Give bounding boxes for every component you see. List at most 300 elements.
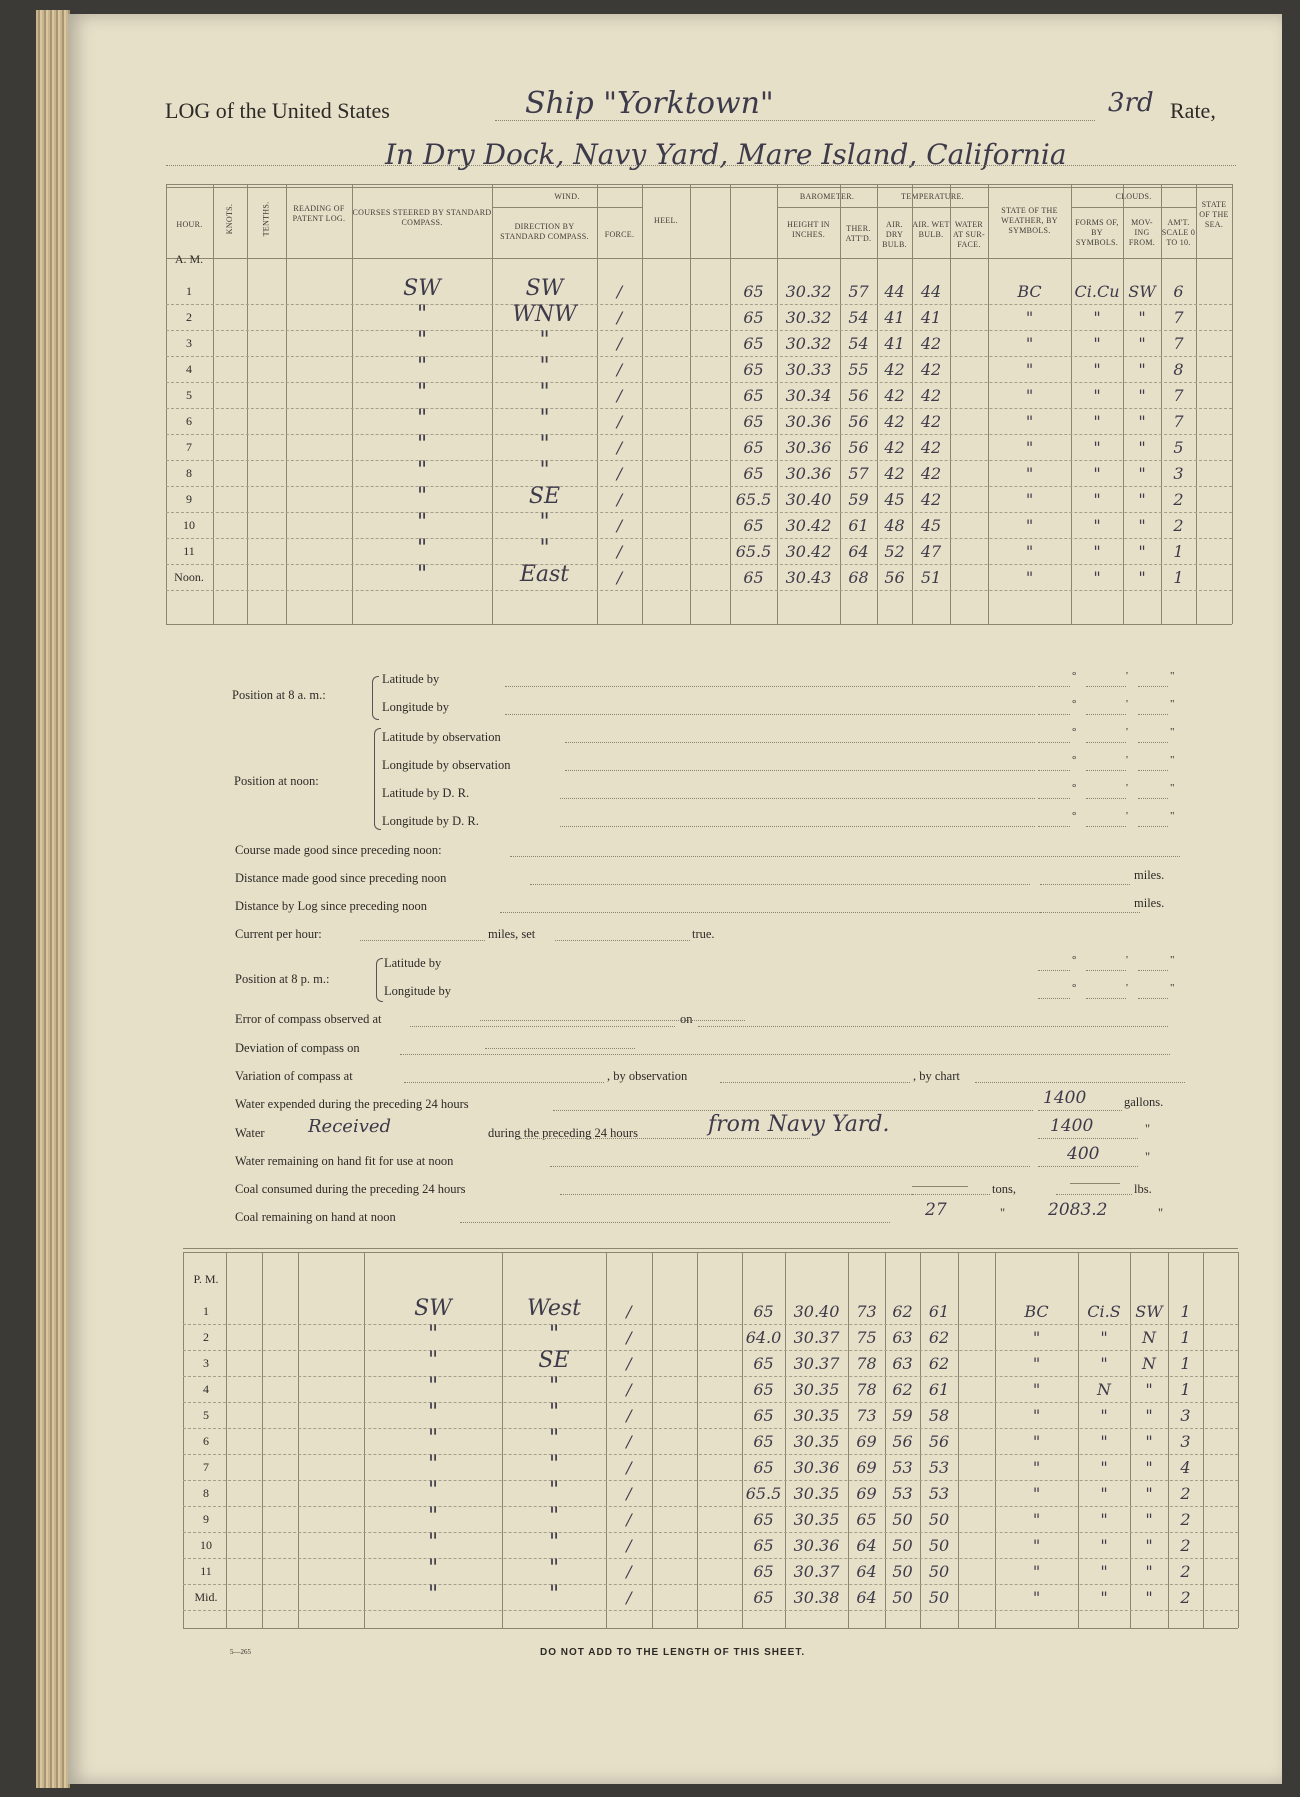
cell-forms: " <box>1093 568 1101 587</box>
value-line <box>1038 1110 1122 1111</box>
cell-dry: 63 <box>892 1328 913 1347</box>
col-air-wet: AIR. WET BULB. <box>912 220 950 239</box>
cell-baro: 30.36 <box>785 464 832 483</box>
sec-mark: " <box>1170 754 1175 766</box>
cell-wet: 42 <box>920 490 942 509</box>
period-label: A. M. <box>174 252 204 266</box>
cell-wet: 50 <box>928 1536 950 1555</box>
log-title: LOG of the United States <box>165 98 390 123</box>
row-rule <box>166 512 1232 513</box>
water-remaining-value: 400 <box>1067 1144 1100 1164</box>
cell-wind: " <box>548 1374 560 1399</box>
col-knots: KNOTS. <box>225 203 234 235</box>
rate-value: 3rd <box>1108 88 1154 118</box>
cell-amount: 2 <box>1180 1588 1191 1607</box>
cell-ther: 65 <box>856 1510 877 1529</box>
cell-wind: " <box>548 1582 560 1607</box>
hour-label: Noon. <box>174 570 204 584</box>
hour-label: 5 <box>186 388 192 402</box>
cell-weather: " <box>1025 308 1034 327</box>
sec-line <box>1138 770 1168 771</box>
cell-weather: " <box>1025 334 1034 353</box>
cell-dry: 52 <box>884 542 905 561</box>
cell-baro: 30.35 <box>793 1510 840 1529</box>
cell-col: 65 <box>753 1536 774 1555</box>
miles-unit-2: miles. <box>1134 896 1165 910</box>
hour-label: 1 <box>186 284 192 298</box>
cell-ther: 56 <box>848 386 869 405</box>
cell-moving: " <box>1145 1380 1153 1399</box>
gallons-unit: gallons. <box>1124 1095 1164 1109</box>
cell-course: " <box>427 1452 439 1477</box>
cell-force: / <box>626 1406 632 1425</box>
hour-label: 11 <box>183 544 195 558</box>
fill-line <box>400 1054 1170 1055</box>
cell-amount: 2 <box>1180 1536 1191 1555</box>
fill-line <box>520 1138 810 1139</box>
deg-mark: ° <box>1072 782 1077 794</box>
cell-col: 65 <box>743 464 764 483</box>
header-rule-top-2 <box>166 187 1232 188</box>
tons-unit: tons, <box>992 1182 1016 1196</box>
position-8am-label: Position at 8 a. m.: <box>232 688 326 702</box>
error-compass-on: on <box>680 1012 693 1026</box>
cell-forms: " <box>1100 1484 1108 1503</box>
hour-label: 4 <box>203 1382 209 1396</box>
error-compass-label: Error of compass observed at <box>235 1012 382 1026</box>
cell-ther: 54 <box>848 308 869 327</box>
cell-amount: 2 <box>1180 1510 1191 1529</box>
cell-wet: 41 <box>920 308 942 327</box>
water-received-word: Received <box>308 1116 392 1137</box>
cell-wind: " <box>548 1426 560 1451</box>
cell-forms: " <box>1093 308 1101 327</box>
cell-course: " <box>427 1322 439 1347</box>
cell-moving: " <box>1145 1588 1153 1607</box>
cell-forms: " <box>1093 516 1101 535</box>
true-label: true. <box>692 927 715 941</box>
cell-col: 65 <box>753 1562 774 1581</box>
cell-moving: " <box>1138 360 1146 379</box>
water-remaining-label: Water remaining on hand fit for use at noon <box>235 1154 454 1168</box>
col-temperature-group: TEMPERATURE. <box>901 192 964 201</box>
deg-line <box>1038 798 1070 799</box>
cell-weather: BC <box>1017 282 1042 301</box>
lbs-unit: lbs. <box>1134 1182 1152 1196</box>
cell-wind: East <box>519 562 570 587</box>
cell-amount: 3 <box>1180 1432 1191 1451</box>
col-hour: HOUR. <box>176 220 203 229</box>
row-rule <box>183 1454 1238 1455</box>
fill-line <box>720 1082 910 1083</box>
cell-dry: 44 <box>884 282 905 301</box>
variation-label: Variation of compass at <box>235 1069 353 1083</box>
cell-forms: " <box>1093 438 1101 457</box>
cell-dry: 42 <box>884 360 905 379</box>
cell-baro: 30.42 <box>785 516 832 535</box>
fill-line <box>565 770 1035 771</box>
pm-rule-top <box>183 1248 1238 1249</box>
min-line <box>1086 714 1126 715</box>
grid-col-line <box>1238 1252 1239 1628</box>
cell-ther: 64 <box>848 542 869 561</box>
cell-amount: 2 <box>1173 516 1184 535</box>
cell-wet: 42 <box>920 438 942 457</box>
cell-course: " <box>416 302 428 327</box>
fill-line <box>505 714 1035 715</box>
col-water-surface: WATER AT SUR- FACE. <box>953 220 985 249</box>
water-label: Water <box>235 1126 265 1140</box>
lon-by-8pm: Longitude by <box>384 984 452 998</box>
water-expended-value: 1400 <box>1043 1088 1087 1108</box>
water-received-value: 1400 <box>1050 1116 1094 1136</box>
grid-col-line <box>262 1252 263 1628</box>
cell-forms: " <box>1093 542 1101 561</box>
cell-course: " <box>416 562 428 587</box>
cell-forms: " <box>1100 1328 1108 1347</box>
cell-baro: 30.38 <box>793 1588 840 1607</box>
cell-ther: 64 <box>856 1562 877 1581</box>
row-rule <box>183 1480 1238 1481</box>
cell-col: 65.5 <box>735 490 772 509</box>
cell-baro: 30.36 <box>793 1458 840 1477</box>
cell-course: " <box>427 1374 439 1399</box>
cell-moving: " <box>1145 1484 1153 1503</box>
min-mark: ' <box>1126 954 1128 966</box>
cell-amount: 1 <box>1180 1302 1191 1321</box>
cell-dry: 56 <box>892 1432 913 1451</box>
row-rule <box>183 1402 1238 1403</box>
cell-weather: " <box>1025 386 1034 405</box>
position-8pm-label: Position at 8 p. m.: <box>235 972 330 986</box>
row-rule <box>166 356 1232 357</box>
cell-col: 65 <box>743 334 764 353</box>
cell-wind: " <box>539 536 550 561</box>
value-line <box>912 1194 990 1195</box>
cell-forms: " <box>1100 1510 1108 1529</box>
grid-col-line <box>298 1252 299 1628</box>
cell-ther: 78 <box>856 1380 877 1399</box>
coal-remaining-label: Coal remaining on hand at noon <box>235 1210 396 1224</box>
cell-dry: 41 <box>884 334 905 353</box>
cell-wet: 42 <box>920 360 942 379</box>
cell-weather: " <box>1025 542 1034 561</box>
cell-moving: " <box>1138 334 1146 353</box>
value-line <box>1038 1166 1138 1167</box>
row-rule <box>183 1584 1238 1585</box>
cell-baro: 30.35 <box>793 1406 840 1425</box>
grid-col-line <box>286 184 287 624</box>
cell-forms: " <box>1100 1406 1108 1425</box>
cell-forms: " <box>1093 360 1101 379</box>
position-noon-label: Position at noon: <box>234 774 319 788</box>
col-clouds-group: CLOUDS. <box>1115 192 1152 201</box>
deg-line <box>1038 826 1070 827</box>
cell-moving: SW <box>1128 282 1156 301</box>
cell-forms: N <box>1097 1380 1111 1399</box>
cell-weather: " <box>1032 1354 1041 1373</box>
cell-force: / <box>626 1380 632 1399</box>
cell-forms: " <box>1093 464 1101 483</box>
cell-wet: 42 <box>920 386 942 405</box>
water-expended-label: Water expended during the preceding 24 hours <box>235 1097 469 1111</box>
cell-ther: 75 <box>856 1328 877 1347</box>
cell-forms: " <box>1093 334 1101 353</box>
cell-baro: 30.32 <box>785 282 832 301</box>
cell-dry: 50 <box>892 1510 913 1529</box>
cell-moving: " <box>1145 1510 1153 1529</box>
hour-label: 8 <box>186 466 192 480</box>
water-from-note: from Navy Yard. <box>708 1112 890 1137</box>
row-rule <box>166 590 1232 591</box>
cell-col: 65 <box>743 282 764 301</box>
cell-baro: 30.36 <box>793 1536 840 1555</box>
min-mark: ' <box>1126 782 1128 794</box>
coal-lbs-value: 2083.2 <box>1048 1200 1108 1220</box>
min-mark: ' <box>1126 754 1128 766</box>
lat-by-8am: Latitude by <box>382 672 440 686</box>
cell-course: " <box>427 1582 439 1607</box>
cell-force: / <box>626 1484 632 1503</box>
row-rule <box>166 382 1232 383</box>
cell-wind: " <box>539 432 550 457</box>
cell-col: 65 <box>743 412 764 431</box>
cell-dry: 53 <box>892 1484 913 1503</box>
col-courses: COURSES STEERED BY STANDARD COMPASS. <box>352 208 492 227</box>
cell-wind: WNW <box>512 302 577 327</box>
hour-label: 5 <box>203 1408 209 1422</box>
deg-line <box>1038 770 1070 771</box>
cell-weather: BC <box>1024 1302 1049 1321</box>
cell-wind: " <box>539 406 550 431</box>
distance-log-label: Distance by Log since preceding noon <box>235 899 427 913</box>
cell-force: / <box>616 282 623 301</box>
cell-wet: 50 <box>928 1562 950 1581</box>
cell-amount: 1 <box>1180 1354 1191 1373</box>
cell-forms: " <box>1100 1432 1108 1451</box>
variation-by-chart: , by chart <box>913 1069 960 1083</box>
sec-mark: " <box>1170 726 1175 738</box>
cell-weather: " <box>1032 1458 1041 1477</box>
cell-dry: 48 <box>884 516 905 535</box>
fill-line <box>510 856 1180 857</box>
cell-col: 65 <box>753 1432 774 1451</box>
deg-line <box>1038 686 1070 687</box>
grid-col-line <box>958 1252 959 1628</box>
grid-col-line <box>690 184 691 624</box>
cell-forms: " <box>1100 1588 1108 1607</box>
grid-col-line <box>1232 184 1233 624</box>
row-rule <box>166 486 1232 487</box>
cell-moving: " <box>1138 542 1146 561</box>
cell-ther: 68 <box>848 568 869 587</box>
ditto-1: " <box>1145 1122 1151 1136</box>
cell-weather: " <box>1025 412 1034 431</box>
cell-amount: 3 <box>1180 1406 1191 1425</box>
cell-dry: 50 <box>892 1588 913 1607</box>
cell-amount: 4 <box>1180 1458 1191 1477</box>
cell-weather: " <box>1032 1406 1041 1425</box>
cell-forms: " <box>1093 412 1101 431</box>
cell-wet: 42 <box>920 334 942 353</box>
min-line <box>1086 770 1126 771</box>
grid-col-line <box>642 184 643 624</box>
cell-amount: 1 <box>1180 1380 1191 1399</box>
cell-dry: 59 <box>892 1406 913 1425</box>
hour-label: 6 <box>186 414 192 428</box>
cell-moving: " <box>1138 438 1146 457</box>
cell-forms: " <box>1100 1536 1108 1555</box>
cell-moving: " <box>1145 1536 1153 1555</box>
cell-course: " <box>427 1478 439 1503</box>
baro-subrule <box>777 207 988 208</box>
cell-forms: " <box>1100 1458 1108 1477</box>
col-patent-log: READING OF PATENT LOG. <box>292 204 346 223</box>
cell-course: " <box>427 1504 439 1529</box>
col-cloud-forms: FORMS OF, BY SYMBOLS. <box>1075 218 1119 247</box>
table-bottom-rule <box>183 1628 1238 1629</box>
cell-course: " <box>416 510 428 535</box>
cell-col: 65 <box>753 1588 774 1607</box>
cell-wind: " <box>539 328 550 353</box>
cell-ther: 55 <box>848 360 869 379</box>
cell-baro: 30.43 <box>785 568 832 587</box>
sec-mark: " <box>1170 782 1175 794</box>
cell-amount: 7 <box>1173 308 1184 327</box>
col-wind-direction: DIRECTION BY STANDARD COMPASS. <box>500 222 589 241</box>
fill-line <box>560 826 1035 827</box>
row-rule <box>166 304 1232 305</box>
cell-ther: 61 <box>848 516 869 535</box>
cell-moving: " <box>1138 490 1146 509</box>
cell-wind: " <box>548 1452 560 1477</box>
table-bottom-rule <box>166 624 1232 625</box>
cell-weather: " <box>1032 1510 1041 1529</box>
min-line <box>1086 742 1126 743</box>
cell-col: 65 <box>753 1510 774 1529</box>
cell-ther: 69 <box>856 1432 877 1451</box>
sec-mark: " <box>1170 954 1175 966</box>
cell-ther: 57 <box>848 282 869 301</box>
cell-baro: 30.37 <box>793 1328 840 1347</box>
cell-baro: 30.40 <box>785 490 832 509</box>
row-rule <box>166 330 1232 331</box>
sheet-notice: DO NOT ADD TO THE LENGTH OF THIS SHEET. <box>540 1647 806 1658</box>
deg-mark: ° <box>1072 670 1077 682</box>
cell-col: 65 <box>743 438 764 457</box>
distance-made-label: Distance made good since preceding noon <box>235 871 447 885</box>
cell-force: / <box>626 1354 632 1373</box>
ditto-3: " <box>1000 1206 1006 1220</box>
cell-course: " <box>427 1400 439 1425</box>
grid-col-line <box>950 184 951 624</box>
cell-course: " <box>416 354 428 379</box>
cell-weather: " <box>1025 360 1034 379</box>
grid-col-line <box>1196 184 1197 624</box>
cell-moving: " <box>1145 1562 1153 1581</box>
cell-col: 65 <box>753 1354 774 1373</box>
min-mark: ' <box>1126 982 1128 994</box>
cell-force: / <box>616 516 623 535</box>
cell-dry: 42 <box>884 412 905 431</box>
cell-course: " <box>416 458 428 483</box>
lat-observation: Latitude by observation <box>382 730 501 744</box>
cell-wet: 62 <box>928 1354 950 1373</box>
cell-moving: " <box>1145 1458 1153 1477</box>
cell-baro: 30.32 <box>785 334 832 353</box>
lat-by-8pm: Latitude by <box>384 956 442 970</box>
cell-baro: 30.37 <box>793 1562 840 1581</box>
cell-dry: 42 <box>884 464 905 483</box>
lat-dr: Latitude by D. R. <box>382 786 470 800</box>
hour-label: Mid. <box>194 1590 218 1604</box>
value-line <box>1056 1194 1132 1195</box>
cell-forms: " <box>1100 1354 1108 1373</box>
cell-wind: SE <box>528 484 561 509</box>
cell-amount: 7 <box>1173 386 1184 405</box>
fill-line <box>555 940 690 941</box>
deg-mark: ° <box>1072 810 1077 822</box>
fill-line <box>485 1048 635 1049</box>
cell-weather: " <box>1032 1380 1041 1399</box>
col-cloud-moving: MOV- ING FROM. <box>1128 218 1156 247</box>
cell-ther: 69 <box>856 1458 877 1477</box>
row-rule <box>166 564 1232 565</box>
cell-wet: 56 <box>928 1432 950 1451</box>
cell-ther: 69 <box>856 1484 877 1503</box>
cell-col: 65 <box>753 1458 774 1477</box>
row-rule <box>166 434 1232 435</box>
pm-rule-top-2 <box>183 1252 1238 1253</box>
deg-line <box>1038 998 1070 999</box>
form-number: 5—265 <box>230 1648 251 1656</box>
cell-forms: " <box>1093 490 1101 509</box>
hour-label: 3 <box>186 336 192 350</box>
col-barometer-group: BAROMETER. <box>799 192 855 201</box>
min-mark: ' <box>1126 810 1128 822</box>
deg-mark: ° <box>1072 726 1077 738</box>
fill-line <box>560 798 1035 799</box>
cell-col: 65 <box>743 516 764 535</box>
sec-line <box>1138 970 1168 971</box>
cell-amount: 1 <box>1173 568 1184 587</box>
cell-force: / <box>616 542 623 561</box>
col-tenths: TENTHS. <box>261 201 271 237</box>
fill-line <box>553 1110 1033 1111</box>
fill-line <box>550 1166 1030 1167</box>
deg-line <box>1038 970 1070 971</box>
miles-set-label: miles, set <box>488 927 536 941</box>
cell-ther: 59 <box>848 490 869 509</box>
cell-baro: 30.33 <box>785 360 832 379</box>
cell-wet: 61 <box>928 1302 950 1321</box>
cell-col: 65 <box>753 1380 774 1399</box>
cell-wind: " <box>548 1400 560 1425</box>
col-weather: STATE OF THE WEATHER, BY SYMBOLS. <box>1001 206 1058 235</box>
min-line <box>1086 686 1126 687</box>
cell-moving: N <box>1142 1354 1156 1373</box>
cell-moving: N <box>1142 1328 1156 1347</box>
cell-amount: 2 <box>1180 1484 1191 1503</box>
cell-weather: " <box>1032 1536 1041 1555</box>
min-mark: ' <box>1126 726 1128 738</box>
cell-weather: " <box>1032 1328 1041 1347</box>
cell-moving: " <box>1138 464 1146 483</box>
cell-course: " <box>416 406 428 431</box>
row-rule <box>183 1324 1238 1325</box>
hour-label: 7 <box>186 440 192 454</box>
cell-weather: " <box>1025 568 1034 587</box>
